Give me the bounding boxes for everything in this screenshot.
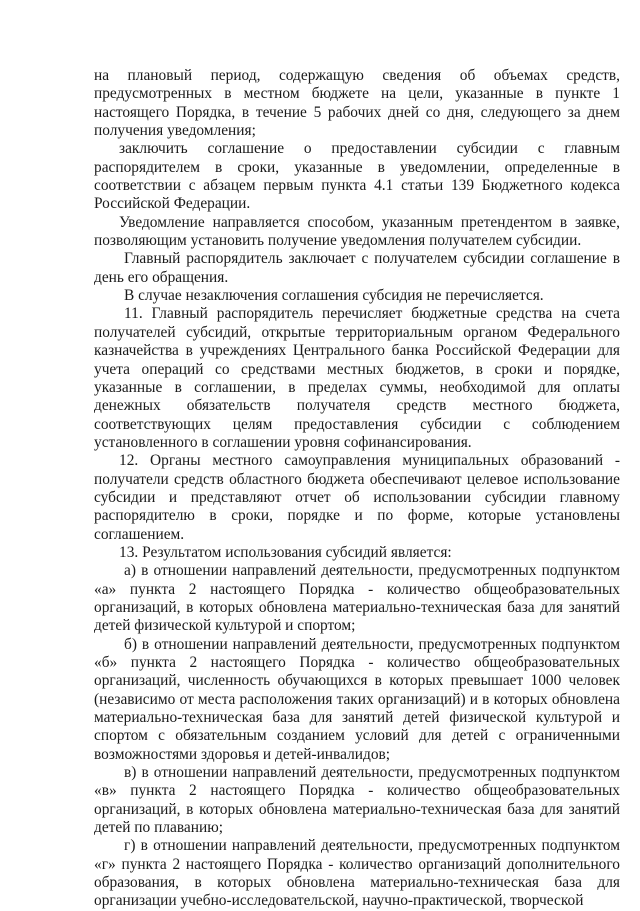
paragraph-item-13: 13. Результатом использования субсидий является: [119, 543, 452, 561]
paragraph-notification-period: на плановый период, содержащую сведения об объемах средств, предусмотренных в местном бюджете на цели, указанные в пункте 1 настоящего Порядка, в течение 5 рабочих дней со дня, следующего за днем получения уведомления; [94, 67, 620, 140]
paragraph-conclude-agreement: заключить соглашение о предоставлении субсидии с главным распорядителем в сроки, указанные в уведомлении, определенные в соответствии с абзацем первым пункта 4.1 статьи 139 Бюджетного кодекса Российской Федерации. [94, 140, 620, 213]
paragraph-subitem-v: в) в отношении направлений деятельности, предусмотренных подпунктом «в» пункта 2 настоящего Порядка - количество общеобразовательных организаций, в которых обновлена материально-техническая база для занятий детей по плаванию; [94, 764, 620, 837]
paragraph-agreement-day: Главный распорядитель заключает с получателем субсидии соглашение в день его обращения. [94, 250, 620, 286]
paragraph-subitem-g: г) в отношении направлений деятельности, предусмотренных подпунктом «г» пункта 2 настоящего Порядка - количество организаций дополнительного образования, в которых обновлена материально-техническая база для организации учебно-исследовательской, научно-практической, творческой [94, 837, 620, 910]
paragraph-notification-method: Уведомление направляется способом, указанным претендентом в заявке, позволяющим установить получение уведомления получателем субсидии. [94, 213, 620, 250]
paragraph-subitem-a: а) в отношении направлений деятельности, предусмотренных подпунктом «а» пункта 2 настоящего Порядка - количество общеобразовательных организаций, в которых обновлена материально-техническая база для занятий детей физической культурой и спортом; [94, 562, 620, 635]
paragraph-item-11: 11. Главный распорядитель перечисляет бюджетные средства на счета получателей субсидий, открытые территориальным органом Федерального казначейства в учреждениях Центрального банка Российской Федерации для учета операций со средствами местных бюджетов, в сроки и порядке, указанные в соглашении, в пределах суммы, необходимой для оплаты денежных обязательств получателя средств местного бюджета, соответствующих целям предоставления субсидии с соблюдением установленного в соглашении уровня софинансирования. [94, 305, 620, 451]
paragraph-subitem-b: б) в отношении направлений деятельности, предусмотренных подпунктом «б» пункта 2 настоящего Порядка - количество общеобразовательных организаций, численность обучающихся в которых превышает 1000 человек (независимо от места расположения таких организаций) и в которых обновлена материально-техническая база для занятий детей физической культурой и спортом с обязательным созданием условий для детей с ограниченными возможностями здоровья и детей-инвалидов; [94, 635, 620, 763]
paragraph-item-12: 12. Органы местного самоуправления муниципальных образований - получатели средств областного бюджета обеспечивают целевое использование субсидии и представляют отчет об использовании субсидии главному распорядителю в сроки, порядке и по форме, которые установлены соглашением. [94, 452, 620, 543]
paragraph-no-agreement: В случае незаключения соглашения субсидия не перечисляется. [124, 287, 544, 305]
document-body [94, 67, 620, 911]
